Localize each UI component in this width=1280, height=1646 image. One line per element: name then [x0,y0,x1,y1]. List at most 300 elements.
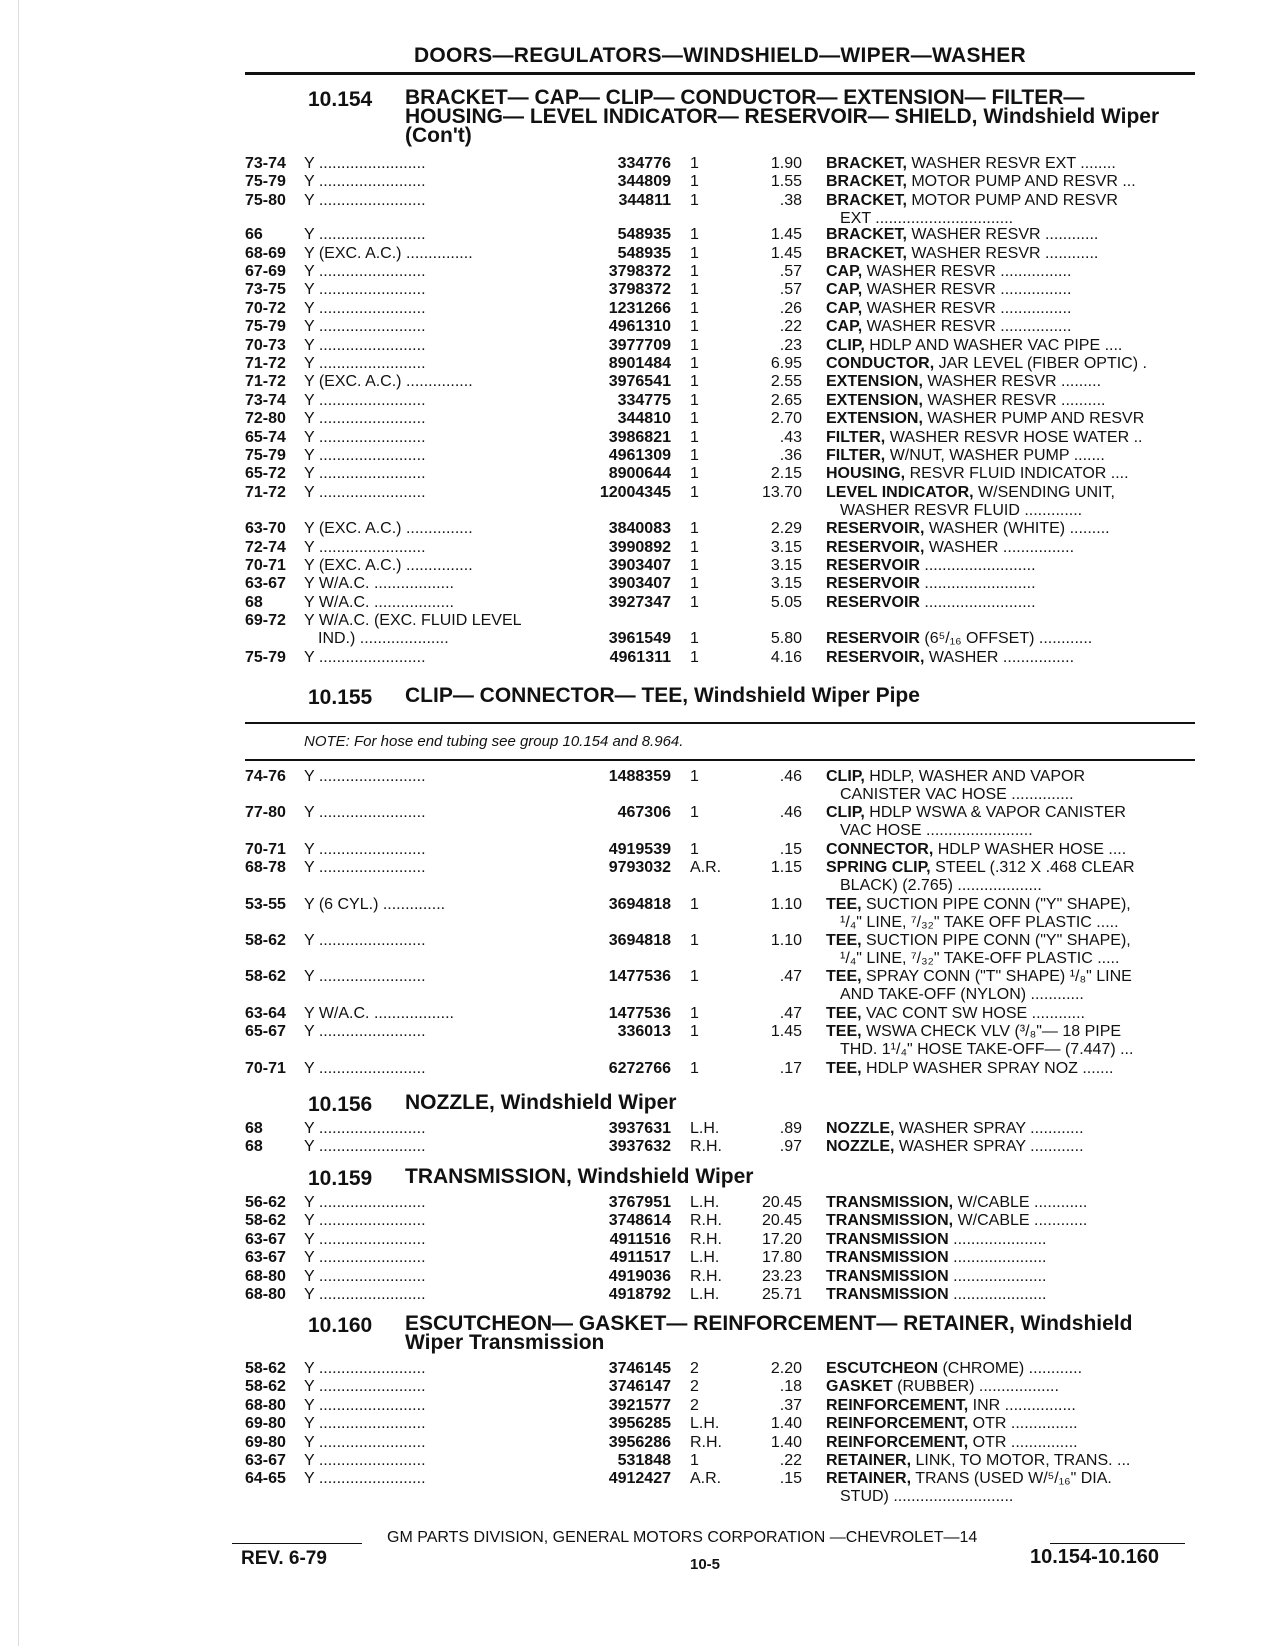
part-number: 4911516 [609,1230,671,1248]
price: .37 [779,1396,802,1414]
part-name: EXTENSION, [826,391,923,409]
part-name: TEE, [826,968,862,986]
application: Y ........................ [304,968,426,986]
quantity: 1 [690,630,699,648]
part-description [826,594,1192,612]
model-years: 68-69 [245,244,286,262]
model-years: 75-79 [245,447,286,464]
application: Y ........................ [304,1470,426,1488]
part-description [826,1231,1192,1249]
part-number: 548935 [617,226,671,244]
part-number: 3694818 [608,932,671,949]
model-years: 75-79 [245,318,286,336]
part-description [826,557,1192,575]
part-detail: HDLP WASHER HOSE .... [933,840,1127,858]
part-name: TRANSMISSION, [826,1212,954,1230]
model-years: 70-71 [245,1059,286,1077]
part-description [826,1286,1192,1304]
part-description [826,429,1192,447]
quantity: 1 [690,968,699,986]
application: Y ........................ [304,1433,426,1451]
price: .36 [779,447,802,464]
quantity: 1 [690,155,699,172]
part-description [826,1120,1192,1138]
group-range: 10.154-10.160 [1030,1546,1160,1568]
application: Y ........................ [304,281,426,299]
quantity: 1 [690,244,699,262]
quantity: R.H. [690,1433,722,1451]
part-number: 4919539 [608,840,671,858]
part-detail: ..................... [948,1230,1047,1248]
revision-date: REV. 6-79 [241,1548,327,1569]
application: Y ........................ [304,226,426,244]
price: 3.15 [770,538,802,556]
model-years: 68-80 [245,1267,286,1285]
application: Y ........................ [304,1396,426,1414]
part-detail: ......................... [919,557,1036,574]
part-number: 4961310 [608,318,671,336]
part-description-continued: THD. 1¹/₄" HOSE TAKE-OFF— (7.447) ... [840,1041,1134,1059]
model-years: 65-67 [245,1023,286,1041]
part-name: RESERVOIR [826,575,920,593]
application: Y ........................ [304,804,426,822]
application: Y (EXC. A.C.) ............... [304,520,473,538]
part-description [826,1060,1192,1078]
application: Y ........................ [304,263,426,280]
application: Y (EXC. A.C.) ............... [304,373,473,391]
page-title: DOORS—REGULATORS—WINDSHIELD—WIPER—WASHER [413,44,1027,67]
part-detail: HDLP, WASHER AND VAPOR [864,768,1086,785]
part-number: 4961311 [609,648,671,666]
part-name: REINFORCEMENT, [826,1415,969,1433]
application: Y ........................ [304,1452,426,1469]
model-years: 58-62 [245,1378,286,1396]
part-detail: ..................... [948,1249,1047,1267]
part-number: 344809 [617,173,671,191]
part-detail: WASHER RESVR ............ [906,226,1099,244]
price: 5.80 [770,630,802,648]
part-description [826,768,1192,786]
part-number: 1488359 [608,768,671,785]
model-years: 68 [245,593,263,611]
price: .38 [779,191,802,209]
quantity: 1 [690,804,699,822]
part-description [826,337,1192,355]
part-description [826,245,1192,263]
part-name: REINFORCEMENT, [826,1433,969,1451]
part-name: BRACKET, [826,191,907,209]
price: .15 [779,840,802,858]
model-years: 69-80 [245,1415,286,1433]
section-title: NOZZLE, Windshield Wiper [405,1091,677,1114]
model-years: 67-69 [245,263,286,280]
part-name: TEE, [826,1059,862,1077]
quantity: R.H. [690,1267,722,1285]
part-detail: ..................... [948,1267,1047,1285]
part-name: RESERVOIR, [826,648,925,666]
part-description-continued: STUD) ........................... [840,1488,1014,1506]
quantity: 1 [690,336,699,354]
quantity: 1 [690,932,699,949]
part-detail: SUCTION PIPE CONN ("Y" SHAPE), [861,932,1131,949]
part-number: 334775 [617,391,671,409]
price: 17.80 [761,1249,802,1267]
application: Y ........................ [304,155,426,172]
price: 1.90 [770,155,802,172]
part-name: CLIP, [826,804,865,822]
price: 1.55 [770,173,802,191]
part-name: CONNECTOR, [826,840,934,858]
price: 1.10 [770,895,802,913]
part-description [826,1452,1192,1470]
part-description-continued: EXT ............................... [840,209,1014,227]
part-description [826,355,1192,373]
part-detail: WASHER RESVR ................ [862,263,1072,280]
application: Y ........................ [304,299,426,317]
application: Y ........................ [304,1286,426,1303]
part-name: RETAINER, [826,1452,912,1469]
part-number: 4918792 [608,1286,671,1303]
section-rule [245,722,1195,724]
application: Y ........................ [304,355,426,372]
part-name: TRANSMISSION [826,1230,949,1248]
model-years: 65-72 [245,465,286,483]
quantity: 1 [690,173,699,191]
part-name: BRACKET, [826,173,907,191]
part-name: REINFORCEMENT, [826,1396,969,1414]
quantity: L.H. [690,1120,720,1137]
part-number: 3956286 [608,1433,671,1451]
model-years: 58-62 [245,1212,286,1230]
part-number: 344811 [618,191,671,209]
quantity: R.H. [690,1230,722,1248]
price: .22 [779,1452,802,1469]
quantity: 2 [690,1360,699,1377]
quantity: R.H. [690,1138,722,1156]
part-number: 8900644 [608,465,671,483]
model-years: 58-62 [245,1360,286,1377]
model-years: 71-72 [245,355,286,372]
price: 25.71 [761,1286,802,1303]
quantity: A.R. [690,859,722,877]
part-detail: LINK, TO MOTOR, TRANS. ... [911,1452,1131,1469]
part-number: 3961549 [608,630,671,648]
quantity: 1 [690,410,699,428]
application: Y ........................ [304,1194,426,1211]
part-description-continued: ¹/₄" LINE, ⁷/₃₂" TAKE-OFF PLASTIC ..... [840,950,1120,967]
application: Y ........................ [304,1230,426,1248]
part-name: FILTER, [826,447,886,464]
price: 1.40 [770,1433,802,1451]
part-detail: WASHER RESVR ................ [862,281,1072,299]
application: Y ........................ [304,1415,426,1433]
part-name: TEE, [826,1023,862,1041]
quantity: 1 [690,1004,699,1022]
application: Y ........................ [304,483,426,501]
price: 23.23 [761,1267,802,1285]
quantity: 1 [690,1059,699,1077]
model-years: 66 [245,226,263,244]
part-number: 336013 [617,1023,671,1041]
model-years: 53-55 [245,895,286,913]
application: Y ........................ [304,840,426,858]
part-number: 3840083 [608,520,671,538]
model-years: 71-72 [245,483,286,501]
application: Y ........................ [304,447,426,464]
part-description [826,520,1192,538]
part-description [826,318,1192,336]
part-detail: W/CABLE ............ [953,1194,1088,1211]
part-description-continued: ¹/₄" LINE, ⁷/₃₂" TAKE OFF PLASTIC ..... [840,913,1119,931]
model-years: 75-80 [245,191,286,209]
model-years: 68-80 [245,1286,286,1303]
part-detail: (RUBBER) .................. [892,1378,1059,1396]
application: Y ........................ [304,391,426,409]
price: 1.15 [770,859,802,877]
model-years: 63-67 [245,1249,286,1267]
model-years: 73-74 [245,391,286,409]
part-name: RESERVOIR [826,557,920,574]
part-description [826,155,1192,173]
part-description [826,804,1192,822]
part-name: RESERVOIR [826,630,920,648]
part-name: TRANSMISSION, [826,1194,954,1211]
model-years: 63-67 [245,1230,286,1248]
part-number: 344810 [617,410,671,428]
part-number: 3767951 [608,1194,671,1211]
price: 20.45 [761,1194,802,1211]
part-description [826,932,1192,950]
quantity: 1 [690,465,699,483]
part-number: 3903407 [608,557,671,574]
model-years: 63-67 [245,575,286,593]
part-detail: WASHER SPRAY ............ [894,1120,1084,1137]
part-number: 3746147 [608,1378,671,1396]
part-name: CLIP, [826,768,865,785]
model-years: 72-74 [245,538,286,556]
part-description [826,173,1192,191]
application: Y ........................ [304,318,426,336]
quantity: 1 [690,575,699,593]
section-number: 10.160 [308,1314,373,1337]
application: Y ........................ [304,1023,426,1041]
quantity: 1 [690,895,699,913]
model-years: 58-62 [245,968,286,986]
part-description [826,1249,1192,1267]
application: Y W/A.C. .................. [304,575,454,593]
part-description [826,859,1192,877]
model-years: 65-74 [245,428,286,446]
part-name: CONDUCTOR, [826,355,935,372]
quantity: 1 [690,299,699,317]
price: 6.95 [770,355,802,372]
part-detail: WASHER RESVR ............ [906,244,1099,262]
part-number: 3903407 [608,575,671,593]
application: Y ........................ [304,1212,426,1230]
price: 2.55 [770,373,802,391]
model-years: 69-80 [245,1433,286,1451]
part-detail: HDLP AND WASHER VAC PIPE .... [864,336,1123,354]
model-years: 70-73 [245,336,286,354]
part-description [826,447,1192,465]
part-description [826,373,1192,391]
part-description [826,841,1192,859]
part-name: LEVEL INDICATOR, [826,483,974,501]
part-detail: JAR LEVEL (FIBER OPTIC) . [934,355,1147,372]
part-description [826,1470,1192,1488]
part-description [826,465,1192,483]
part-description-continued: VAC HOSE ........................ [840,822,1033,840]
part-detail: WASHER RESVR EXT ........ [906,155,1116,172]
model-years: 69-72 [245,612,286,630]
part-detail: WASHER ................ [924,538,1075,556]
part-name: TEE, [826,932,862,949]
price: 1.45 [770,244,802,262]
part-description [826,392,1192,410]
part-description-continued: AND TAKE-OFF (NYLON) ............ [840,986,1084,1004]
part-number: 1477536 [608,1004,671,1022]
part-number: 3956285 [608,1415,671,1433]
part-number: 6272766 [608,1059,671,1077]
application: Y ........................ [304,1059,426,1077]
model-years: 58-62 [245,932,286,949]
part-name: RESERVOIR, [826,520,925,538]
quantity: 1 [690,538,699,556]
part-detail: WASHER RESVR .......... [922,391,1106,409]
price: 2.20 [770,1360,802,1377]
part-detail: W/SENDING UNIT, [973,483,1115,501]
price: .15 [779,1470,802,1488]
part-name: NOZZLE, [826,1138,895,1156]
price: 3.15 [770,557,802,574]
part-number: 12004345 [599,483,671,501]
part-detail: WASHER RESVR ................ [862,318,1072,336]
price: .18 [779,1378,802,1396]
part-number: 9793032 [608,859,671,877]
part-name: BRACKET, [826,155,907,172]
part-number: 3748614 [608,1212,671,1230]
part-detail: WASHER PUMP AND RESVR [922,410,1145,428]
part-name: BRACKET, [826,244,907,262]
part-name: EXTENSION, [826,373,923,391]
model-years: 73-74 [245,155,286,172]
part-description [826,1434,1192,1452]
price: 1.45 [770,1023,802,1041]
part-name: CAP, [826,299,863,317]
price: .47 [779,1004,802,1022]
part-number: 3746145 [608,1360,671,1377]
model-years: 70-72 [245,299,286,317]
part-description [826,968,1192,986]
model-years: 72-80 [245,410,286,428]
application: Y ........................ [304,1249,426,1267]
part-detail: OTR ............... [968,1415,1078,1433]
quantity: 1 [690,768,699,785]
part-number: 4919036 [608,1267,671,1285]
part-number: 4912427 [608,1470,671,1488]
part-number: 3921577 [608,1396,671,1414]
part-description [826,1138,1192,1156]
part-name: TRANSMISSION [826,1267,949,1285]
part-description [826,300,1192,318]
section-note: NOTE: For hose end tubing see group 10.154 and 8.964. [304,733,684,750]
part-detail: WASHER RESVR HOSE WATER .. [885,428,1143,446]
part-number: 531848 [617,1452,671,1469]
part-number: 3986821 [608,428,671,446]
part-description [826,484,1192,502]
model-years: 68-80 [245,1396,286,1414]
application: Y ........................ [304,768,426,785]
price: 1.10 [770,932,802,949]
section-title: CLIP— CONNECTOR— TEE, Windshield Wiper Pipe [405,684,920,707]
application: Y ........................ [304,932,426,949]
price: .97 [779,1138,802,1156]
part-name: FILTER, [826,428,886,446]
part-detail: ......................... [919,575,1036,593]
price: 2.70 [770,410,802,428]
price: .46 [779,768,802,785]
quantity: 2 [690,1378,699,1396]
price: 2.29 [770,520,802,538]
part-detail: (CHROME) ............ [938,1360,1083,1377]
part-name: NOZZLE, [826,1120,895,1137]
part-detail: WASHER (WHITE) ......... [924,520,1110,538]
part-description-continued: WASHER RESVR FLUID ............. [840,501,1083,519]
model-years: 68 [245,1138,263,1156]
part-detail: OTR ............... [968,1433,1078,1451]
application: Y ........................ [304,173,426,191]
part-detail: MOTOR PUMP AND RESVR ... [906,173,1136,191]
quantity: 1 [690,226,699,244]
part-name: CAP, [826,318,863,336]
quantity: 1 [690,1452,699,1469]
quantity: 1 [690,373,699,391]
part-name: RESERVOIR, [826,538,925,556]
application: Y ........................ [304,1138,426,1156]
part-description [826,1415,1192,1433]
quantity: L.H. [690,1415,720,1433]
quantity: 1 [690,520,699,538]
part-detail: WASHER RESVR ................ [862,299,1072,317]
part-description-continued: CANISTER VAC HOSE .............. [840,786,1074,803]
application: Y ........................ [304,1360,426,1377]
part-name: TRANSMISSION [826,1286,949,1303]
application: Y (EXC. A.C.) ............... [304,244,473,262]
part-detail: RESVR FLUID INDICATOR .... [905,465,1129,483]
application: Y W/A.C. .................. [304,1004,454,1022]
price: 1.40 [770,1415,802,1433]
part-detail: (6⁵/₁₆ OFFSET) ............ [919,630,1093,648]
part-description [826,1212,1192,1230]
part-number: 3977709 [608,336,671,354]
part-number: 4911517 [609,1249,671,1267]
part-number: 8901484 [608,355,671,372]
price: 2.15 [770,465,802,483]
part-number: 3937632 [608,1138,671,1156]
part-name: SPRING CLIP, [826,859,931,877]
price: 1.45 [770,226,802,244]
price: .46 [779,804,802,822]
quantity: 1 [690,355,699,372]
part-detail: WASHER SPRAY ............ [894,1138,1084,1156]
part-detail: HDLP WASHER SPRAY NOZ ....... [861,1059,1114,1077]
page-number: 10-5 [690,1556,721,1573]
quantity: 1 [690,318,699,336]
price: .47 [779,968,802,986]
part-number: 1477536 [608,968,671,986]
model-years: 56-62 [245,1194,286,1211]
part-name: TEE, [826,895,862,913]
